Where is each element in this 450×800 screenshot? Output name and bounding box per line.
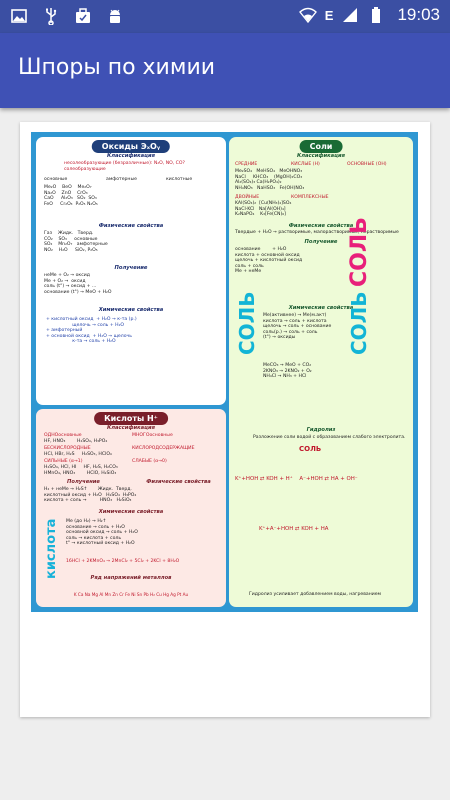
acids-chemical-heading: Химические свойства	[98, 509, 164, 515]
salts-title: Соли	[300, 140, 343, 153]
briefcase-icon	[74, 7, 92, 25]
acids-physical-heading: Физические свойства	[146, 479, 211, 485]
oxygen-acids-label: КИСЛОРОДСОДЕРЖАЩИЕ	[132, 446, 195, 451]
network-type-label: E	[324, 7, 334, 23]
amphoteric-oxides-label: амфотерные	[106, 177, 137, 182]
weak-acids-label: СЛАБЫЕ (α→0)	[132, 459, 167, 464]
oxygen-free-acids-label: БЕСКИСЛОРОДНЫЕ	[44, 446, 91, 451]
acidic-oxides-label: кислотные	[166, 177, 193, 182]
battery-icon	[367, 6, 385, 24]
salts-classification-heading: Классификация	[297, 153, 345, 159]
oxides-title: Оксиды ЭₓOᵧ	[92, 140, 170, 153]
salts-panel: Соли Классификация СРЕДНИЕ КИСЛЫЕ (Н) ОСНОВНЫЕ (ОН) Me₂SO₄ MeHSO₄ MeOHNO₃ NaCl KHCO₃ (MgOH)₂CO₃ Al₂(SO₄)₃ Ca(H₂PO₄)₂ NH₄NO₃ NaHSO₃ Fe(OH)NO₃ ДВОЙНЫЕ КОМПЛЕКСНЫЕ KAl(SO₄)₂ [Cu(NH₃)₄]SO₄ NaCl·KCl Na[Al(OH)₄] K₂NaPO₄ K₃[Fe(CN)₆] Физические свойства Твердые + H₂O → растворимые, малорастворимые, нерастворимые Получение основание + H₂O кислота + основной оксид щелочь + кислотный оксид соль + соль Me + неМе СОЛЬ Химические свойства СОЛЬ Me(активнее) → Me(м.акт) кислота → соль + кислота щелочь → соль + основание соль(р.) → соль + соль (t°) → оксиды СОЛЬ MeCO₃ → MeO + CO₂ 2KNO₃ → 2KNO₂ + O₂ NH₄Cl → NH₃ + HCl Гидролиз Разложение соли водой с образованием слабого электролита. СОЛЬ K⁺+HOH ⇄ KOH + H⁺ A⁻+HOH ⇄ HA + OH⁻ K⁺+A⁻+HOH ⇄ KOH + HA Гидролиз усиливает добавлением воды, нагреванием	[229, 137, 413, 607]
android-icon	[106, 7, 124, 25]
metals-activity-row: K Ca Na Mg Al Mn Zn Cr Fe Ni Sn Pb H₂ Cu Hg Ag Pt Au	[73, 592, 189, 597]
acid-word-vertical: кислота	[44, 518, 59, 579]
salt-word-cyan-right: СОЛЬ	[347, 291, 371, 355]
double-salts-label: ДВОЙНЫЕ	[235, 195, 260, 200]
salts-obtain-heading: Получение	[304, 239, 338, 245]
salts-chemical-heading: Химические свойства	[288, 305, 354, 311]
salts-physical-heading: Физические свойства	[288, 223, 354, 229]
cheat-sheet-image[interactable]	[31, 132, 418, 612]
signal-icon	[341, 6, 359, 24]
metals-row-heading: Ряд напряжений металлов	[90, 575, 172, 581]
basic-oxides-label: основные	[44, 177, 68, 182]
salt-word-vertical: СОЛЬ	[347, 217, 372, 287]
complex-salts-label: КОМПЛЕКСНЫЕ	[291, 195, 329, 200]
many-basic-acids-label: МНОГОосновные	[132, 433, 173, 438]
app-bar	[0, 33, 450, 108]
non-salt-oxides: несолеобразующие (безразличные): N₂O, NO, CO?	[64, 161, 185, 166]
oxides-physical-heading: Физические свойства	[98, 223, 164, 229]
basic-salts-label: ОСНОВНЫЕ (ОН)	[347, 162, 387, 167]
image-icon	[10, 7, 28, 25]
usb-icon	[42, 7, 60, 25]
clock: 19:03	[397, 5, 440, 24]
oxides-obtain-heading: Получение	[114, 265, 148, 271]
oxides-classification-heading: Классификация	[107, 153, 155, 159]
salt-forming-oxides: солеобразующие	[64, 167, 106, 172]
acids-title: Кислоты Н⁺	[94, 412, 168, 425]
salt-word-cyan-left: СОЛЬ	[235, 291, 259, 355]
app-title: Шпоры по химии	[18, 55, 216, 80]
strong-acids-label: СИЛЬНЫЕ (α→1)	[44, 459, 83, 464]
salts-hydrolysis-heading: Гидролиз	[306, 427, 336, 433]
acids-classification-heading: Классификация	[107, 425, 155, 431]
acids-panel: Кислоты Н⁺ Классификация ОДНОосновные МНОГОосновные HF, HNO₃ H₂SO₄, H₃PO₄ БЕСКИСЛОРОДНЫЕ КИСЛОРОДСОДЕРЖАЩИЕ HCl, HBr, H₂S H₂SO₃, HClO₄ СИЛЬНЫЕ (α→1) СЛАБЫЕ (α→0) H₂SO₄, HCl, HI HF, H₂S, H₂CO₃ HMnO₄, HNO₃ HClO, H₂SiO₃ Получение Физические свойства H₂ + неМе → H₂S↑ Жидк. Тверд. кислотный оксид + H₂O H₂SO₄ H₃PO₄ кислота + соль → HNO₃ H₂SiO₃ Химические свойства кислота Me (до H₂) → H₂↑ основание → соль + H₂O основной оксид → соль + H₂O соль → кислота + соль t° → кислотный оксид + H₂O 16HCl + 2KMnO₄ → 2MnCl₂ + 5Cl₂ + 2KCl + 8H₂O Ряд напряжений металлов K Ca Na Mg Al Mn Zn Cr Fe Ni Sn Pb H₂ Cu Hg Ag Pt Au	[36, 409, 226, 607]
acids-obtain-heading: Получение	[67, 479, 100, 485]
status-bar	[0, 0, 450, 33]
oxides-panel: Оксиды ЭₓOᵧ Классификация несолеобразующие (безразличные): N₂O, NO, CO? солеобразующие основные амфотерные кислотные Me₂O BeO Me₂O₇ Na₂O ZnO CrO₃ CaO Al₂O₃ SO₂ SO₃ FeO Cr₂O₃ P₂O₅ N₂O₅ Физические свойства Газ Жидк. Тверд. CO₂ SO₃ основные SO₂ Mn₂O₇ амфотерные NO₂ H₂O SiO₂, P₂O₅ Получение неМе + O₂ → оксид Me + O₂ → оксид соль (t°) → оксид + ... основание (t°) → MeO + H₂O Химические свойства + кислотный оксид + H₂O → к-та (р.) щелочь → соль + H₂O + амфотерный + основной оксид + H₂O → щелочь к-та → соль + H₂O	[36, 137, 226, 405]
acid-salts-label: КИСЛЫЕ (Н)	[291, 162, 320, 167]
oxides-chemical-heading: Химические свойства	[98, 307, 164, 313]
one-basic-acids-label: ОДНОосновные	[44, 433, 82, 438]
medium-salts-label: СРЕДНИЕ	[235, 162, 258, 167]
cheat-sheet-card[interactable]	[20, 122, 430, 717]
wifi-icon	[299, 6, 317, 24]
